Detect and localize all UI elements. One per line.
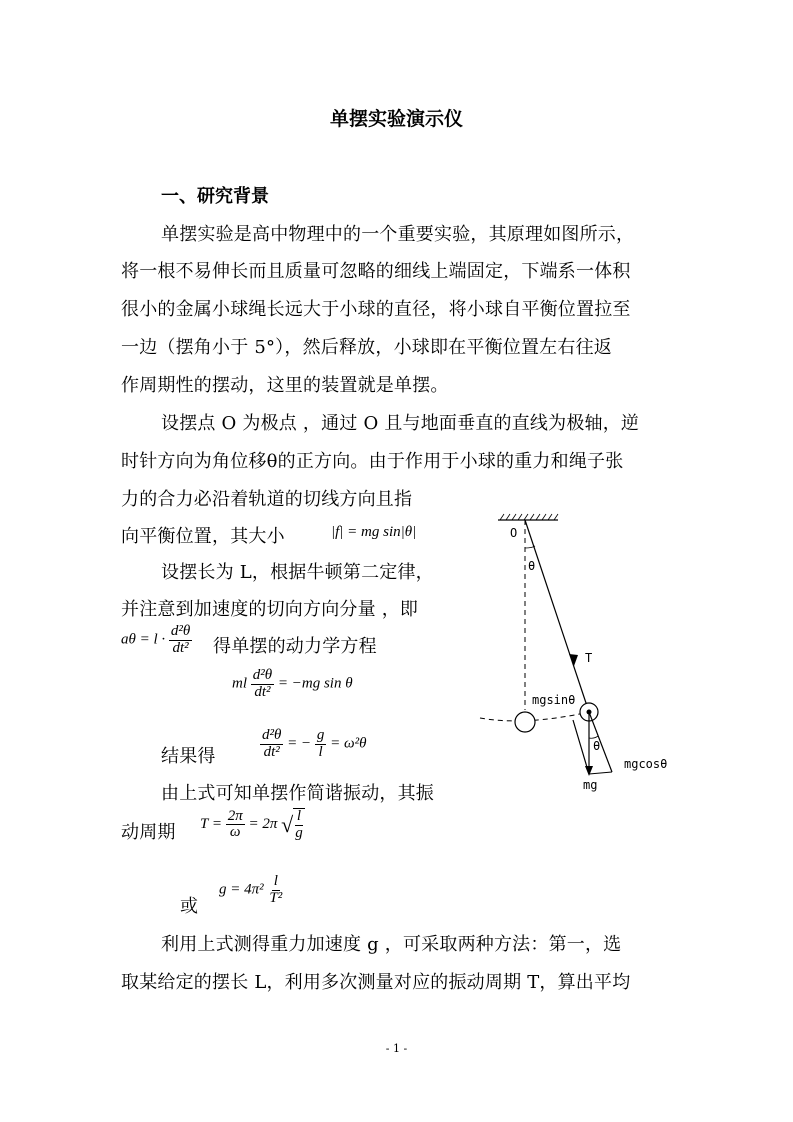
eq-res-rhs: = ω²θ [330, 735, 367, 752]
eq-T-sqrt-fraction [293, 808, 305, 842]
page-title: 单摆实验演示仪 [329, 108, 463, 130]
equation-dynamics [232, 668, 353, 701]
eq-T-sqrt-denominator: g [295, 824, 303, 841]
paragraph-line: 设摆长为 L，根据牛顿第二定律， [161, 562, 434, 583]
equation-gravity [219, 874, 284, 907]
eq-g-fraction [267, 874, 284, 907]
eq-T-mid: = 2π [248, 816, 278, 833]
or-label: 或 [180, 896, 199, 917]
mg-arrow-head [585, 766, 593, 776]
paragraph-line: 利用上式测得重力加速度 g ，可采取两种方法：第一，选 [161, 934, 622, 955]
eq-g-lhs: g = 4π² [219, 881, 264, 898]
eq-res-l: l [318, 743, 323, 760]
equation-tangential-accel [121, 624, 192, 657]
eq-dyn-fraction [251, 668, 274, 701]
label-mgsin: mgsinθ [532, 693, 576, 707]
mgsin-vector [573, 720, 589, 774]
eq-accel-numerator: d²θ [170, 623, 191, 639]
eq-g-denominator: T² [269, 889, 283, 906]
label-o: O [510, 526, 518, 540]
pendulum-diagram [470, 510, 690, 800]
equilibrium-ball [515, 712, 535, 732]
eq-res-numerator: d²θ [262, 727, 282, 743]
paragraph-line: 将一根不易伸长而且质量可忽略的细线上端固定，下端系一体积 [121, 261, 631, 282]
result-label: 结果得 [161, 746, 216, 767]
eq-T-denominator: ω [229, 824, 241, 841]
label-mg: mg [583, 778, 598, 792]
eq-accel-lhs: aθ = l · [121, 631, 166, 648]
paragraph-line: 时针方向为角位移θ的正方向。由于作用于小球的重力和绳子张 [121, 451, 624, 472]
eq-g-numerator: l [273, 873, 278, 889]
period-label: 动周期 [121, 822, 176, 843]
label-theta-top: θ [528, 559, 536, 573]
paragraph-line: 力的合力必沿着轨道的切线方向且指 [121, 489, 413, 510]
eq-res-fraction [260, 728, 283, 761]
pendulum-string [525, 520, 589, 712]
paragraph-line: 一边（摆角小于 5°），然后释放，小球即在平衡位置左右往返 [121, 337, 612, 358]
section-heading-background: 一、研究背景 [161, 186, 269, 207]
page-number: - 1 - [385, 1042, 408, 1055]
label-theta-low: θ [593, 739, 601, 753]
eq-T-fraction [226, 809, 245, 842]
eq-res-gl-fraction [315, 728, 327, 761]
eq-T-lhs: T = [200, 816, 222, 833]
paragraph-line: 作周期性的摆动，这里的装置就是单摆。 [121, 375, 449, 396]
eq-accel-denominator: dt² [172, 639, 189, 656]
paragraph-line: 设摆点 O 为极点 ，通过 O 且与地面垂直的直线为极轴，逆 [161, 413, 640, 434]
eq-res-g: g [316, 727, 325, 743]
eq-dyn-lhs: ml [232, 675, 247, 692]
eq-res-denominator: dt² [263, 743, 280, 760]
ceiling-hatching [500, 514, 558, 520]
paragraph-line: 很小的金属小球绳长远大于小球的直径，将小球自平衡位置拉至 [121, 299, 631, 320]
paragraph-line: 得单摆的动力学方程 [213, 636, 377, 657]
paragraph-line: 取某给定的摆长 L，利用多次测量对应的振动周期 T，算出平均 [121, 972, 631, 993]
mgcos-connector [589, 772, 612, 774]
eq-accel-fraction [169, 624, 192, 657]
sqrt-sign: √ [281, 811, 294, 837]
eq-T-numerator: 2π [227, 807, 243, 824]
paragraph-line: 由上式可知单摆作简谐振动，其振 [161, 783, 434, 804]
eq-T-sqrt-numerator: l [296, 808, 302, 824]
equation-force: |f| = mg sin|θ| [331, 524, 417, 540]
label-mgcos: mgcosθ [624, 757, 668, 771]
tension-arrow-head [569, 654, 578, 666]
paragraph-line: 向平衡位置，其大小 [121, 526, 285, 547]
equation-period [200, 808, 305, 842]
equation-result [260, 728, 366, 761]
theta-arc-low [589, 736, 598, 738]
label-tension: T [585, 651, 593, 665]
eq-res-mid: = − [287, 735, 312, 752]
paragraph-line: 并注意到加速度的切向方向分量 ，即 [121, 599, 419, 620]
paragraph-line: 单摆实验是高中物理中的一个重要实验，其原理如图所示， [161, 224, 635, 245]
eq-dyn-numerator: d²θ [252, 667, 273, 683]
eq-dyn-rhs: = −mg sin θ [277, 675, 353, 692]
eq-dyn-denominator: dt² [254, 683, 271, 700]
